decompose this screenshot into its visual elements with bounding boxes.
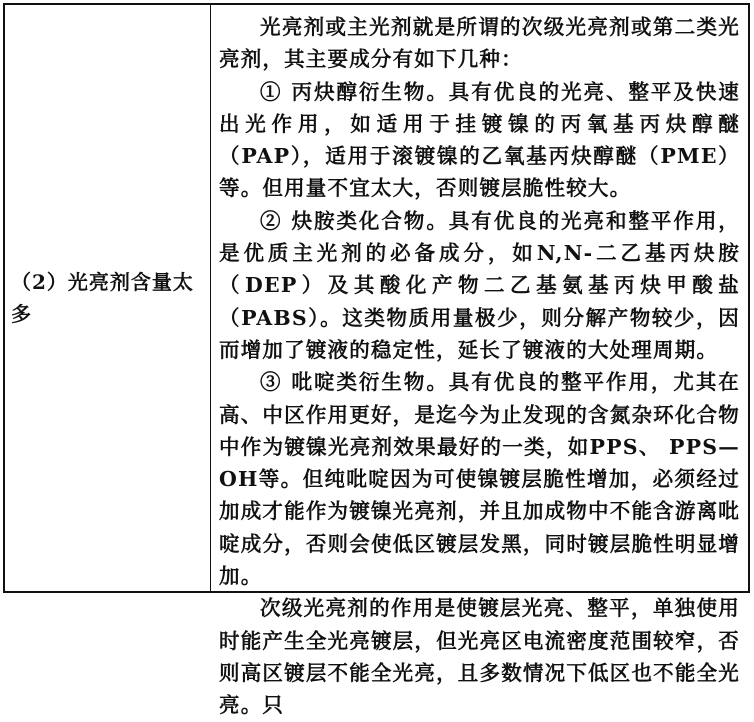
paragraph-item-1: ① 丙炔醇衍生物。具有优良的光亮、整平及快速出光作用，如适用于挂镀镍的丙氧基丙炔醇醚（PAP），适用于滚镀镍的乙氧基丙炔醇醚（PME）等。但用量不宜太大，否则镀层脆性较大。 <box>219 79 740 201</box>
paragraph-item-2: ② 炔胺类化合物。具有优良的光亮和整平作用，是优质主光剂的必备成分，如N,N-二乙基丙炔胺（DEP）及其酸化产物二乙基氨基丙炔甲酸盐（PABS）。这类物质用量极少，则分解产物较少，因而增加了镀液的稳定性，延长了镀液的大处理周期。 <box>219 208 740 362</box>
paragraph-item-3: ③ 吡啶类衍生物。具有优良的整平作用，尤其在高、中区作用更好，是迄今为止发现的含氮杂环化合物中作为镀镍光亮剂效果最好的一类，如PPS、 PPS—OH等。但纯吡啶因为可使镍镀层脆性增加，必须经过加成才能作为镀镍光亮剂，并且加成物中不能含游离吡啶成分，否则会使低区镀层发黑，同时镀层脆性明显增加。 <box>219 370 740 589</box>
paragraph-intro: 光亮剂或主光剂就是所谓的次级光亮剂或第二类光亮剂，其主要成分有如下几种： <box>219 15 740 72</box>
paragraph-summary: 次级光亮剂的作用是使镀层光亮、整平，单独使用时能产生全光亮镀层，但光亮区电流密度范围较窄，否则高区镀层不能全光亮，且多数情况下低区也不能全光亮。只 <box>219 596 740 718</box>
row-label: （2）光亮剂含量太多 <box>11 270 194 326</box>
label-cell <box>5 5 211 591</box>
table <box>3 3 750 718</box>
content-cell <box>211 5 748 718</box>
